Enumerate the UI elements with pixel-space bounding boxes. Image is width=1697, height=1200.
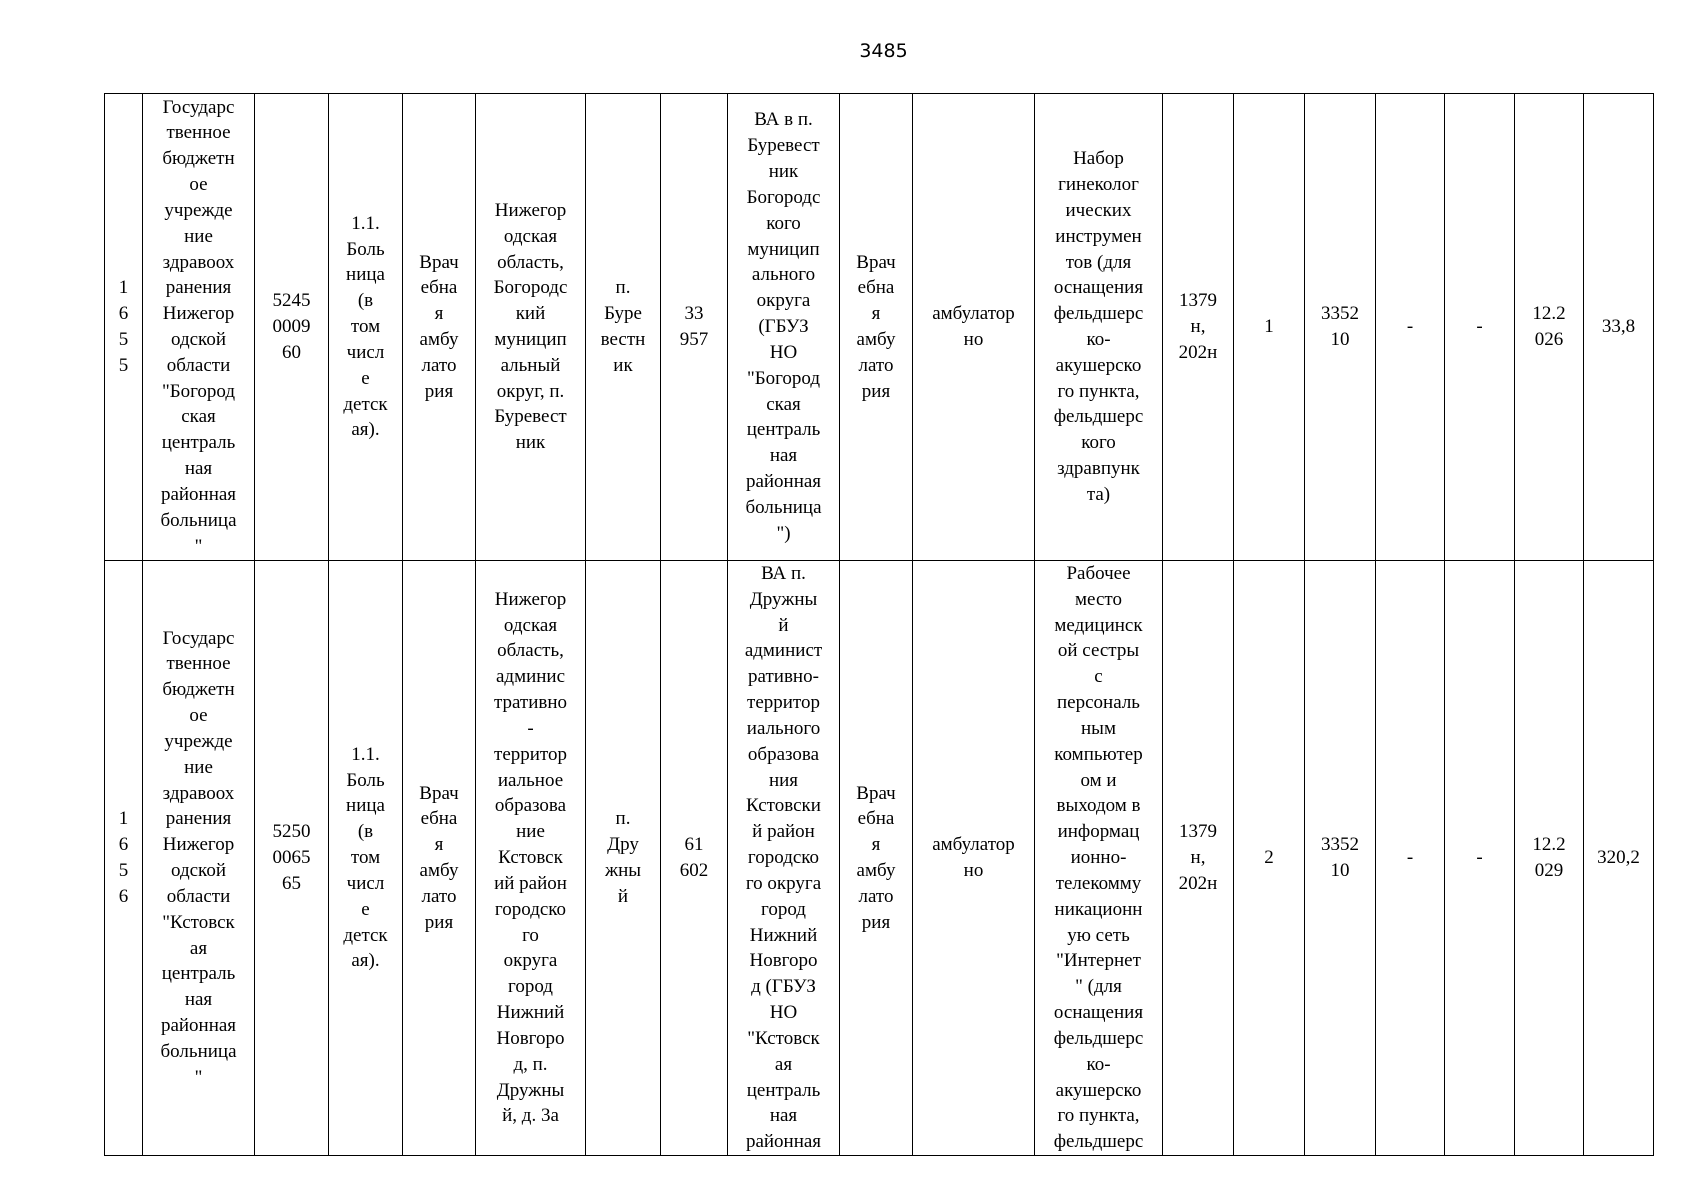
okpd-code: 3352 10 bbox=[1305, 561, 1376, 1156]
sum-value: 33,8 bbox=[1584, 94, 1654, 561]
column-15-value: - bbox=[1445, 561, 1515, 1156]
table-row bbox=[105, 94, 1654, 561]
facility-name: ВА п. Дружны й админист ративно- территор иального образова ния Кстовски й район городско го округа город Нижний Новгоро д (ГБУЗ НО "Кстовск ая централь ная районная bbox=[728, 561, 840, 1156]
column-14-value: - bbox=[1376, 94, 1445, 561]
unit-type: Врач ебна я амбу лато рия bbox=[403, 561, 476, 1156]
order-reference: 1379 н, 202н bbox=[1163, 561, 1234, 1156]
equipment-name: Рабочее место медицинск ой сестры с персональ ным компьютер ом и выходом в информац ионно- телекомму никационн ую сеть "Интернет " (для оснащения фельдшерс ко- акушерско го пункта, фельдшерс bbox=[1035, 561, 1163, 1156]
care-form: амбулатор но bbox=[913, 94, 1035, 561]
institution-code: 5245 0009 60 bbox=[255, 94, 329, 561]
order-reference: 1379 н, 202н bbox=[1163, 94, 1234, 561]
facility-name: ВА в п. Буревест ник Богородс кого муницип ального округа (ГБУЗ НО "Богород ская централь ная районная больница ") bbox=[728, 94, 840, 561]
settlement: п. Дру жны й bbox=[586, 561, 661, 1156]
quantity: 2 bbox=[1234, 561, 1305, 1156]
population: 33 957 bbox=[661, 94, 728, 561]
date-value: 12.2 029 bbox=[1515, 561, 1584, 1156]
institution-code: 5250 0065 65 bbox=[255, 561, 329, 1156]
page-number: 3485 bbox=[859, 40, 908, 62]
institution-category: 1.1. Боль ница (в том числ е детск ая). bbox=[329, 94, 403, 561]
date-value: 12.2 026 bbox=[1515, 94, 1584, 561]
population: 61 602 bbox=[661, 561, 728, 1156]
column-14-value: - bbox=[1376, 561, 1445, 1156]
facility-type: Врач ебна я амбу лато рия bbox=[840, 94, 913, 561]
row-number: 1 6 5 6 bbox=[105, 561, 143, 1156]
row-number: 1 6 5 5 bbox=[105, 94, 143, 561]
okpd-code: 3352 10 bbox=[1305, 94, 1376, 561]
quantity: 1 bbox=[1234, 94, 1305, 561]
institution-category: 1.1. Боль ница (в том числ е детск ая). bbox=[329, 561, 403, 1156]
facility-type: Врач ебна я амбу лато рия bbox=[840, 561, 913, 1156]
address: Нижегор одская область, админис тративно - территор иальное образова ние Кстовск ий район городско го округа город Нижний Новгоро д, п. Дружны й, д. 3а bbox=[476, 561, 586, 1156]
equipment-name: Набор гинеколог ических инструмен тов (для оснащения фельдшерс ко- акушерско го пункта, фельдшерс кого здравпунк та) bbox=[1035, 94, 1163, 561]
table-row bbox=[105, 561, 1654, 1156]
column-15-value: - bbox=[1445, 94, 1515, 561]
settlement: п. Буре вестн ик bbox=[586, 94, 661, 561]
care-form: амбулатор но bbox=[913, 561, 1035, 1156]
unit-type: Врач ебна я амбу лато рия bbox=[403, 94, 476, 561]
register-table bbox=[104, 93, 1654, 1156]
institution-name: Государс твенное бюджетн ое учрежде ние здравоох ранения Нижегор одской области "Богород ская централь ная районная больница " bbox=[143, 94, 255, 561]
institution-name: Государс твенное бюджетн ое учрежде ние здравоох ранения Нижегор одской области "Кстовск ая централь ная районная больница " bbox=[143, 561, 255, 1156]
sum-value: 320,2 bbox=[1584, 561, 1654, 1156]
address: Нижегор одская область, Богородс кий муницип альный округ, п. Буревест ник bbox=[476, 94, 586, 561]
